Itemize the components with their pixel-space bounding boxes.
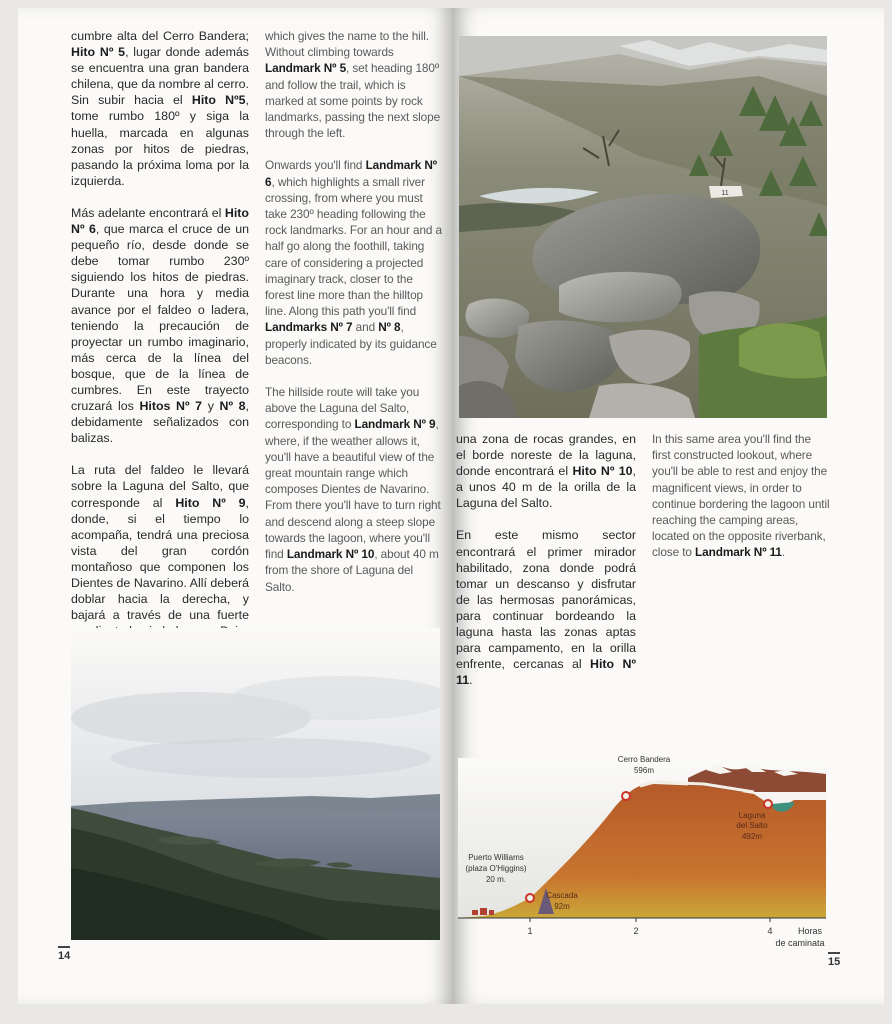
label-puerto-williams-elev: 20 m.	[485, 875, 507, 884]
tick-label-4: 4	[767, 926, 773, 936]
paragraph: Onwards you'll find Landmark Nº 6, which highlights a small river crossing, from where you must take 230º heading following the rock landmarks. For an hour and a half go along the foothill, taking care of considering a projected imaginary track, closer to the forest line more than the hilltop line. Along this path you'll find Landmarks Nº 7 and Nº 8, properly indicated by its guidance beacons.	[265, 158, 443, 367]
label-puerto-williams-sub: (plaza O'Higgins)	[465, 864, 527, 873]
tick-label-2: 2	[633, 926, 639, 936]
english-column-1	[265, 28, 443, 611]
left-page	[18, 8, 454, 1004]
marker-cascada	[526, 894, 534, 902]
page-number: 14	[58, 950, 71, 962]
label-cascada-elev: 92m	[554, 902, 570, 911]
paragraph: La ruta del faldeo le llevará sobre la Laguna del Salto, que corresponde al Hito Nº 9, donde, si el tiempo lo acompaña, tendrá una preciosa vista del gran cordón montañoso que componen los Dientes de Navarino. Allí deberá doblar hacia la derecha, y bajará a través de una fuerte	[71, 463, 249, 623]
right-page	[454, 8, 884, 1004]
rock-sign-text: 11	[721, 190, 729, 197]
label-laguna: Laguna	[738, 811, 766, 820]
tick-label-1: 1	[527, 926, 533, 936]
marker-cerro-bandera	[622, 792, 630, 800]
label-laguna-elev: 492m	[741, 832, 763, 841]
english-column-2	[652, 431, 830, 577]
paragraph: En este mismo sector encontrará el primer mirador habilitado, zona donde podrá tomar un descanso y disfrutar de las hermosas panorámicas, para continuar bordeando la laguna hasta las zonas aptas para campamento, en la orilla enfrente, cercanas al Hito Nº 11.	[456, 528, 636, 688]
marker-laguna	[764, 800, 772, 808]
elevation-profile	[454, 748, 874, 958]
label-cascada: Cascada	[546, 891, 578, 900]
paragraph: una zona de rocas grandes, en el borde noreste de la laguna, donde encontrará el Hito Nº 10, a unos 40 m de la orilla de la Laguna del Salto.	[456, 432, 636, 511]
label-cerro-bandera: Cerro Bandera	[617, 755, 671, 764]
spanish-column-1	[71, 28, 249, 671]
paragraph: The hillside route will take you above the Laguna del Salto, corresponding to Landmark Nº 9, where, if the weather allows it, you'll have a beautiful view of the great mountain range which composes Dientes de Navarino. From there you'll have to turn right and descend along a steep slope towards the lagoon, where you'll find Landmark Nº 10, about 40 m from the shore of Laguna del Salto.	[265, 385, 441, 594]
label-laguna-sub: del Salto	[736, 821, 768, 830]
beagle-channel-photo	[71, 628, 440, 940]
x-axis-label-2: de caminata	[775, 938, 825, 948]
label-puerto-williams: Puerto Williams	[468, 853, 524, 862]
paragraph: which gives the name to the hill. Without climbing towards Landmark Nº 5, set heading 180º and follow the trail, which is marked at some points by rock landmarks, passing the next slope through the left.	[265, 29, 441, 141]
spanish-column-2	[456, 431, 636, 704]
x-axis-label: Horas	[797, 926, 823, 936]
label-cerro-bandera-elev: 596m	[633, 766, 655, 775]
paragraph: cumbre alta del Cerro Bandera; Hito Nº 5, lugar donde además se encuentra una gran bandera chilena, que da nombre al cerro. Sin subir hacia el Hito Nº5, tome rumbo 180º y siga la huella, marcada en algunas zonas por hitos de piedras, pasando la próxima loma por la izquierda.	[71, 29, 249, 188]
paragraph: Más adelante encontrará el Hito Nº 6, que marca el cruce de un pequeño río, desde donde se debe tomar rumbo 230º siguiendo los hitos de piedras. Durante una hora y media avance por el faldeo o ladera, teniendo la precaución de proyectar un rumbo imaginario, más cerca de la línea del bosque, que de la línea de cumbres. En este trayecto cruzará los Hitos Nº 7 y Nº 8, debidamente señalizados con balizas.	[71, 205, 249, 446]
paragraph: In this same area you'll find the first constructed lookout, where you'll be able to rest and enjoy the magnificent views, in order to continue bordering the lagoon until reaching the camping areas, located on the opposite riverbank, close to Landmark Nº 11.	[652, 432, 830, 560]
boulder-field-photo	[459, 36, 827, 418]
page-number: 15	[828, 956, 841, 968]
